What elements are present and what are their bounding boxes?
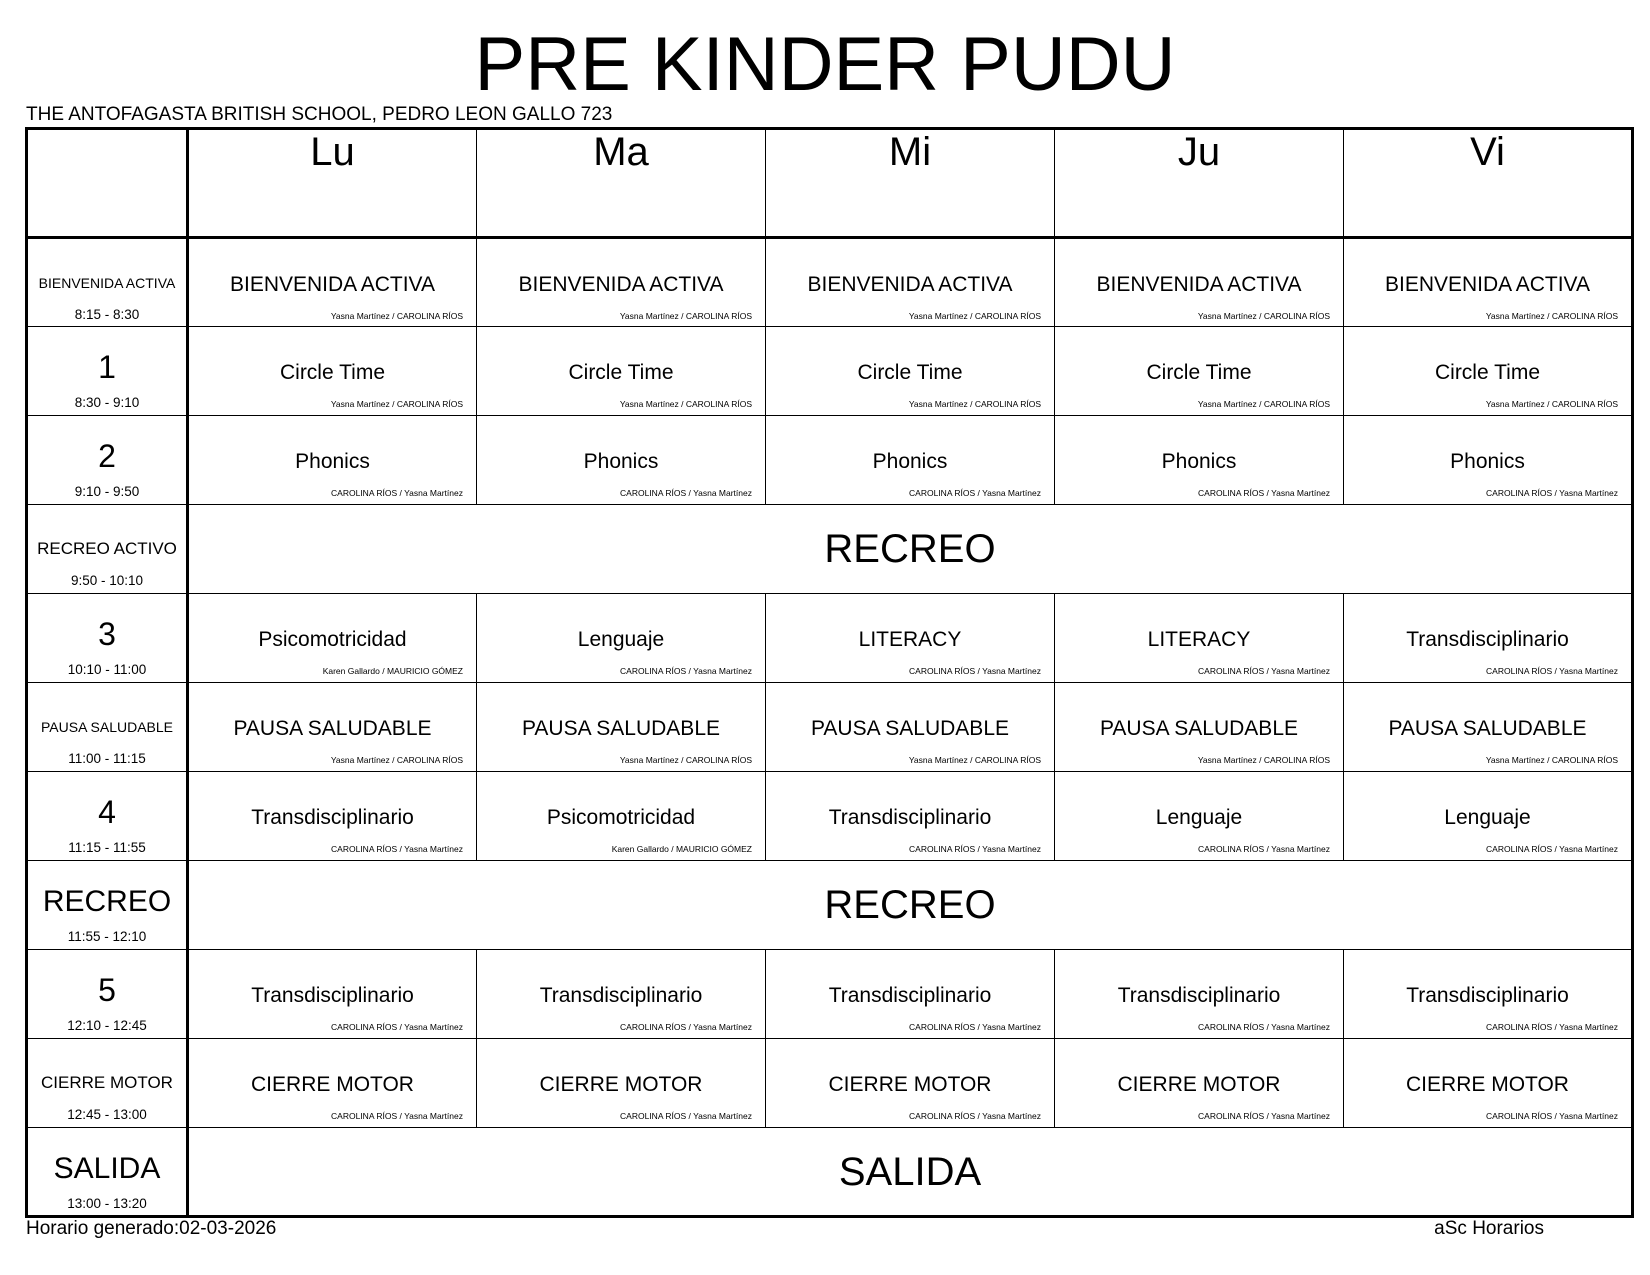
lesson-cell	[1055, 950, 1344, 1039]
lesson-subject: Lenguaje	[577, 628, 665, 651]
period-time: 12:45 - 13:00	[67, 1107, 147, 1122]
period-label: 3	[98, 616, 116, 652]
school-name: THE ANTOFAGASTA BRITISH SCHOOL, PEDRO LEON GALLO 723	[26, 104, 613, 125]
lesson-teachers: Yasna Martínez / CAROLINA RÍOS	[1485, 755, 1618, 765]
lesson-teachers: CAROLINA RÍOS / Yasna Martínez	[1486, 1111, 1618, 1121]
period-label: CIERRE MOTOR	[41, 1073, 173, 1092]
timetable	[25, 127, 1634, 1218]
lesson-teachers: CAROLINA RÍOS / Yasna Martínez	[909, 488, 1041, 498]
lesson-teachers: CAROLINA RÍOS / Yasna Martínez	[331, 488, 463, 498]
lesson-subject: CIERRE MOTOR	[1117, 1073, 1281, 1096]
day-header-row	[27, 129, 1633, 238]
table-row	[27, 505, 1633, 594]
day-header-ma: Ma	[477, 129, 766, 238]
lesson-subject: CIERRE MOTOR	[1406, 1073, 1569, 1096]
table-row	[27, 683, 1633, 772]
table-row	[27, 1128, 1633, 1217]
lesson-subject: Psicomotricidad	[258, 628, 407, 651]
lesson-cell	[188, 594, 477, 683]
lesson-subject: Transdisciplinario	[1117, 984, 1281, 1007]
lesson-subject: Circle Time	[568, 361, 674, 384]
period-time: 11:00 - 11:15	[68, 751, 146, 766]
table-row	[27, 238, 1633, 327]
lesson-cell	[1055, 238, 1344, 327]
lesson-teachers: Karen Gallardo / MAURICIO GÓMEZ	[322, 666, 463, 676]
lesson-teachers: Yasna Martínez / CAROLINA RÍOS	[1197, 311, 1330, 321]
lesson-cell	[477, 950, 766, 1039]
lesson-teachers: Yasna Martínez / CAROLINA RÍOS	[1485, 311, 1618, 321]
lesson-cell	[1344, 1039, 1633, 1128]
lesson-cell	[477, 683, 766, 772]
period-label: PAUSA SALUDABLE	[40, 719, 174, 735]
lesson-subject: PAUSA SALUDABLE	[233, 717, 432, 740]
lesson-cell	[188, 950, 477, 1039]
period-label: 4	[98, 794, 116, 830]
lesson-teachers: CAROLINA RÍOS / Yasna Martínez	[331, 1022, 463, 1032]
lesson-subject: CIERRE MOTOR	[251, 1073, 414, 1096]
lesson-cell	[1344, 238, 1633, 327]
lesson-teachers: CAROLINA RÍOS / Yasna Martínez	[1486, 488, 1618, 498]
lesson-subject: Circle Time	[1146, 361, 1252, 384]
period-time: 13:00 - 13:20	[67, 1196, 147, 1211]
lesson-cell	[477, 416, 766, 505]
period-time: 9:10 - 9:50	[74, 484, 140, 499]
lesson-cell	[188, 1039, 477, 1128]
period-header	[27, 950, 188, 1039]
period-time: 8:15 - 8:30	[74, 307, 140, 322]
lesson-subject: BIENVENIDA ACTIVA	[807, 273, 1013, 296]
lesson-subject: Phonics	[1450, 450, 1525, 473]
lesson-teachers: CAROLINA RÍOS / Yasna Martínez	[1486, 1022, 1618, 1032]
period-header	[27, 861, 188, 950]
lesson-subject: PAUSA SALUDABLE	[521, 717, 721, 740]
lesson-subject: PAUSA SALUDABLE	[1099, 717, 1299, 740]
lesson-cell	[766, 1039, 1055, 1128]
day-header-mi: Mi	[766, 129, 1055, 238]
lesson-teachers: Yasna Martínez / CAROLINA RÍOS	[619, 755, 752, 765]
lesson-cell	[188, 683, 477, 772]
lesson-cell	[477, 594, 766, 683]
period-header	[27, 238, 188, 327]
day-header-ju: Ju	[1055, 129, 1344, 238]
lesson-subject: Phonics	[1161, 450, 1237, 473]
lesson-teachers: CAROLINA RÍOS / Yasna Martínez	[909, 1111, 1041, 1121]
lesson-subject: Transdisciplinario	[828, 806, 992, 829]
lesson-teachers: CAROLINA RÍOS / Yasna Martínez	[1198, 844, 1330, 854]
lesson-subject: Circle Time	[279, 361, 385, 384]
lesson-subject: BIENVENIDA ACTIVA	[1096, 273, 1302, 296]
lesson-subject: Psicomotricidad	[546, 806, 696, 829]
lesson-subject: Phonics	[583, 450, 659, 473]
period-header	[27, 505, 188, 594]
lesson-cell	[766, 238, 1055, 327]
period-label: RECREO	[42, 885, 172, 918]
period-time: 8:30 - 9:10	[74, 395, 140, 410]
break-cell	[188, 861, 1633, 950]
day-header-vi: Vi	[1344, 129, 1633, 238]
lesson-subject: BIENVENIDA ACTIVA	[1384, 273, 1590, 296]
lesson-cell	[766, 327, 1055, 416]
lesson-teachers: Yasna Martínez / CAROLINA RÍOS	[330, 311, 463, 321]
period-label: 5	[98, 972, 116, 1008]
lesson-cell	[1055, 772, 1344, 861]
lesson-teachers: CAROLINA RÍOS / Yasna Martínez	[909, 844, 1041, 854]
lesson-subject: CIERRE MOTOR	[828, 1073, 992, 1096]
lesson-teachers: Yasna Martínez / CAROLINA RÍOS	[619, 399, 752, 409]
lesson-subject: BIENVENIDA ACTIVA	[518, 273, 724, 296]
table-row	[27, 772, 1633, 861]
lesson-teachers: Yasna Martínez / CAROLINA RÍOS	[908, 311, 1041, 321]
software-brand: aSc Horarios	[1434, 1218, 1544, 1239]
lesson-teachers: CAROLINA RÍOS / Yasna Martínez	[1198, 666, 1330, 676]
break-label: SALIDA	[838, 1150, 982, 1194]
lesson-cell	[1344, 594, 1633, 683]
lesson-subject: Lenguaje	[1444, 806, 1531, 829]
lesson-subject: Circle Time	[857, 361, 963, 384]
lesson-teachers: CAROLINA RÍOS / Yasna Martínez	[1198, 1022, 1330, 1032]
lesson-teachers: Yasna Martínez / CAROLINA RÍOS	[908, 755, 1041, 765]
lesson-subject: Phonics	[295, 450, 370, 473]
lesson-subject: BIENVENIDA ACTIVA	[229, 273, 435, 296]
break-cell	[188, 1128, 1633, 1217]
lesson-cell	[477, 327, 766, 416]
lesson-cell	[766, 594, 1055, 683]
table-row	[27, 594, 1633, 683]
period-label: 2	[98, 438, 116, 474]
lesson-teachers: CAROLINA RÍOS / Yasna Martínez	[909, 666, 1041, 676]
lesson-subject: Transdisciplinario	[1406, 628, 1569, 651]
lesson-teachers: CAROLINA RÍOS / Yasna Martínez	[620, 666, 752, 676]
lesson-teachers: Yasna Martínez / CAROLINA RÍOS	[1197, 399, 1330, 409]
period-time: 10:10 - 11:00	[67, 662, 147, 677]
lesson-teachers: CAROLINA RÍOS / Yasna Martínez	[331, 1111, 463, 1121]
lesson-cell	[477, 772, 766, 861]
lesson-cell	[1055, 594, 1344, 683]
lesson-subject: Transdisciplinario	[539, 984, 703, 1007]
lesson-cell	[1055, 327, 1344, 416]
lesson-subject: PAUSA SALUDABLE	[1388, 717, 1587, 740]
lesson-subject: Transdisciplinario	[251, 984, 414, 1007]
lesson-teachers: Yasna Martínez / CAROLINA RÍOS	[330, 755, 463, 765]
period-header	[27, 594, 188, 683]
period-label: RECREO ACTIVO	[37, 539, 177, 558]
lesson-cell	[1344, 772, 1633, 861]
table-row	[27, 416, 1633, 505]
lesson-subject: Transdisciplinario	[251, 806, 414, 829]
period-header	[27, 683, 188, 772]
lesson-subject: PAUSA SALUDABLE	[810, 717, 1010, 740]
lesson-teachers: Yasna Martínez / CAROLINA RÍOS	[1197, 755, 1330, 765]
lesson-teachers: Yasna Martínez / CAROLINA RÍOS	[908, 399, 1041, 409]
generated-date: Horario generado:02-03-2026	[26, 1218, 277, 1239]
lesson-teachers: CAROLINA RÍOS / Yasna Martínez	[1198, 488, 1330, 498]
lesson-cell	[477, 1039, 766, 1128]
lesson-cell	[766, 772, 1055, 861]
period-time: 11:15 - 11:55	[68, 840, 146, 855]
period-header	[27, 772, 188, 861]
lesson-cell	[1344, 416, 1633, 505]
period-label: BIENVENIDA ACTIVA	[38, 275, 176, 291]
lesson-teachers: Yasna Martínez / CAROLINA RÍOS	[330, 399, 463, 409]
lesson-subject: Lenguaje	[1155, 806, 1243, 829]
lesson-subject: CIERRE MOTOR	[539, 1073, 703, 1096]
lesson-cell	[1055, 683, 1344, 772]
period-header	[27, 1039, 188, 1128]
lesson-teachers: Yasna Martínez / CAROLINA RÍOS	[619, 311, 752, 321]
lesson-cell	[188, 772, 477, 861]
lesson-subject: LITERACY	[858, 628, 962, 651]
lesson-cell	[1055, 1039, 1344, 1128]
lesson-cell	[1344, 327, 1633, 416]
lesson-teachers: CAROLINA RÍOS / Yasna Martínez	[1486, 666, 1618, 676]
lesson-cell	[188, 327, 477, 416]
lesson-teachers: Yasna Martínez / CAROLINA RÍOS	[1485, 399, 1618, 409]
period-header	[27, 327, 188, 416]
lesson-teachers: CAROLINA RÍOS / Yasna Martínez	[909, 1022, 1041, 1032]
lesson-cell	[766, 683, 1055, 772]
lesson-teachers: CAROLINA RÍOS / Yasna Martínez	[620, 1111, 752, 1121]
lesson-subject: Transdisciplinario	[1406, 984, 1569, 1007]
lesson-cell	[188, 238, 477, 327]
lesson-cell	[766, 416, 1055, 505]
lesson-subject: Phonics	[872, 450, 948, 473]
corner-cell	[27, 129, 188, 238]
lesson-teachers: CAROLINA RÍOS / Yasna Martínez	[620, 488, 752, 498]
page-title: PRE KINDER PUDU	[474, 22, 1176, 107]
timetable-body	[27, 238, 1633, 1217]
lesson-cell	[1055, 416, 1344, 505]
break-cell	[188, 505, 1633, 594]
period-time: 9:50 - 10:10	[70, 573, 144, 588]
lesson-teachers: CAROLINA RÍOS / Yasna Martínez	[331, 844, 463, 854]
table-row	[27, 950, 1633, 1039]
lesson-subject: LITERACY	[1147, 628, 1251, 651]
break-label: RECREO	[824, 883, 996, 927]
break-label: RECREO	[824, 527, 996, 571]
lesson-teachers: Karen Gallardo / MAURICIO GÓMEZ	[611, 844, 752, 854]
table-row	[27, 861, 1633, 950]
period-header	[27, 1128, 188, 1217]
lesson-subject: Transdisciplinario	[828, 984, 992, 1007]
lesson-subject: Circle Time	[1434, 361, 1540, 384]
lesson-cell	[188, 416, 477, 505]
day-header-lu: Lu	[188, 129, 477, 238]
lesson-teachers: CAROLINA RÍOS / Yasna Martínez	[620, 1022, 752, 1032]
period-time: 11:55 - 12:10	[67, 929, 147, 944]
period-label: SALIDA	[53, 1152, 161, 1185]
lesson-teachers: CAROLINA RÍOS / Yasna Martínez	[1486, 844, 1618, 854]
table-row	[27, 1039, 1633, 1128]
period-header	[27, 416, 188, 505]
period-time: 12:10 - 12:45	[67, 1018, 147, 1033]
lesson-cell	[477, 238, 766, 327]
lesson-cell	[766, 950, 1055, 1039]
lesson-cell	[1344, 683, 1633, 772]
table-row	[27, 327, 1633, 416]
period-label: 1	[98, 349, 116, 385]
lesson-cell	[1344, 950, 1633, 1039]
lesson-teachers: CAROLINA RÍOS / Yasna Martínez	[1198, 1111, 1330, 1121]
